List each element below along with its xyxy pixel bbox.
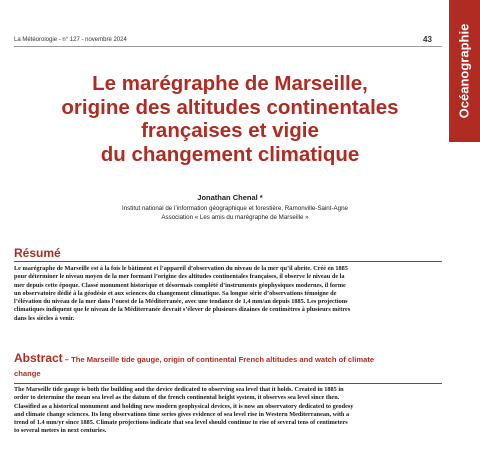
article-title — [30, 72, 430, 166]
title-line: origine des altitudes continentales — [61, 95, 399, 119]
text-line: pour déterminer le niveau moyen de la mer formant l’origine des altitudes continentales françaises, il observe le niveau de la — [14, 273, 345, 281]
page-number: 43 — [423, 35, 432, 44]
abstract-subtitle: change — [14, 369, 41, 378]
section-tab — [449, 0, 480, 142]
text-line: trend of 1.4 mm/yr since 1885. Climate projections indicate that sea level should continue to rise of several tens of centimeters — [14, 419, 348, 427]
text-line: mer depuis cette époque. Classé monument historique et désormais complété d’instruments géophysiques modernes, il forme — [14, 281, 346, 289]
text-line: dans les siècles à venir. — [14, 314, 75, 322]
author-name: Jonathan Chenal * — [197, 193, 263, 202]
running-head: La Météorologie - n° 127 - novembre 2024 — [14, 37, 127, 43]
text-line: to several meters in next centuries. — [14, 427, 107, 435]
text-line: Classified as a historical monument and holding new modern geophysical devices, it is now an observatory dedicated to geodesy — [14, 402, 354, 410]
text-line: Le marégraphe de Marseille est à la fois le bâtiment et l’appareil d’observation du niveau de la mer qu’il abrite. Créé en 1885 — [14, 265, 348, 272]
text-line: order to determine the mean sea level as the datum of the french continental height system, it observes sea level since then. — [14, 394, 340, 402]
text-line: l’élévation du niveau de la mer dans l’ouest de la Méditerranée, avec une tendance de 1,4 mm/an depuis 1885. Les projections — [14, 298, 348, 306]
text-line: The Marseille tide gauge is both the building and the device dedicated to observing sea level that it holds. Created in 1885 in — [14, 386, 344, 393]
abstract-subtitle: – The Marseille tide gauge, origin of continental French altitudes and watch of climate — [62, 355, 375, 364]
resume-heading: Résumé — [14, 246, 61, 260]
abstract-heading: Abstract — [14, 351, 63, 365]
text-line: and climate change sciences. Its long observations time series gives evidence of sea level rise in Western Mediterranean, with a — [14, 410, 350, 418]
header-rule — [14, 46, 442, 47]
text-line: un observatoire dédié à la géodésie et aux sciences du changement climatique. Sa longue série d’observations témoigne de — [14, 289, 337, 297]
affiliation: Association « Les amis du marégraphe de Marseille » — [161, 214, 309, 221]
section-tab-label: Océanographie — [456, 23, 472, 119]
abstract-paragraph — [14, 386, 440, 436]
resume-rule — [14, 261, 442, 262]
title-line: françaises et vigie — [141, 119, 319, 142]
text-line: climatiques indiquent que le niveau de la Méditerranée devrait s’élever de plusieurs dizaines de centimètres à plusieurs mètres — [14, 306, 351, 314]
title-line: du changement climatique — [100, 142, 360, 166]
abstract-rule — [14, 383, 442, 384]
resume-paragraph — [14, 265, 440, 323]
title-line: Le marégraphe de Marseille, — [92, 72, 368, 95]
affiliation: Institut national de l’information géographique et forestière, Ramonville-Saint-Agne — [122, 205, 348, 212]
abstract-heading-block — [14, 352, 442, 380]
